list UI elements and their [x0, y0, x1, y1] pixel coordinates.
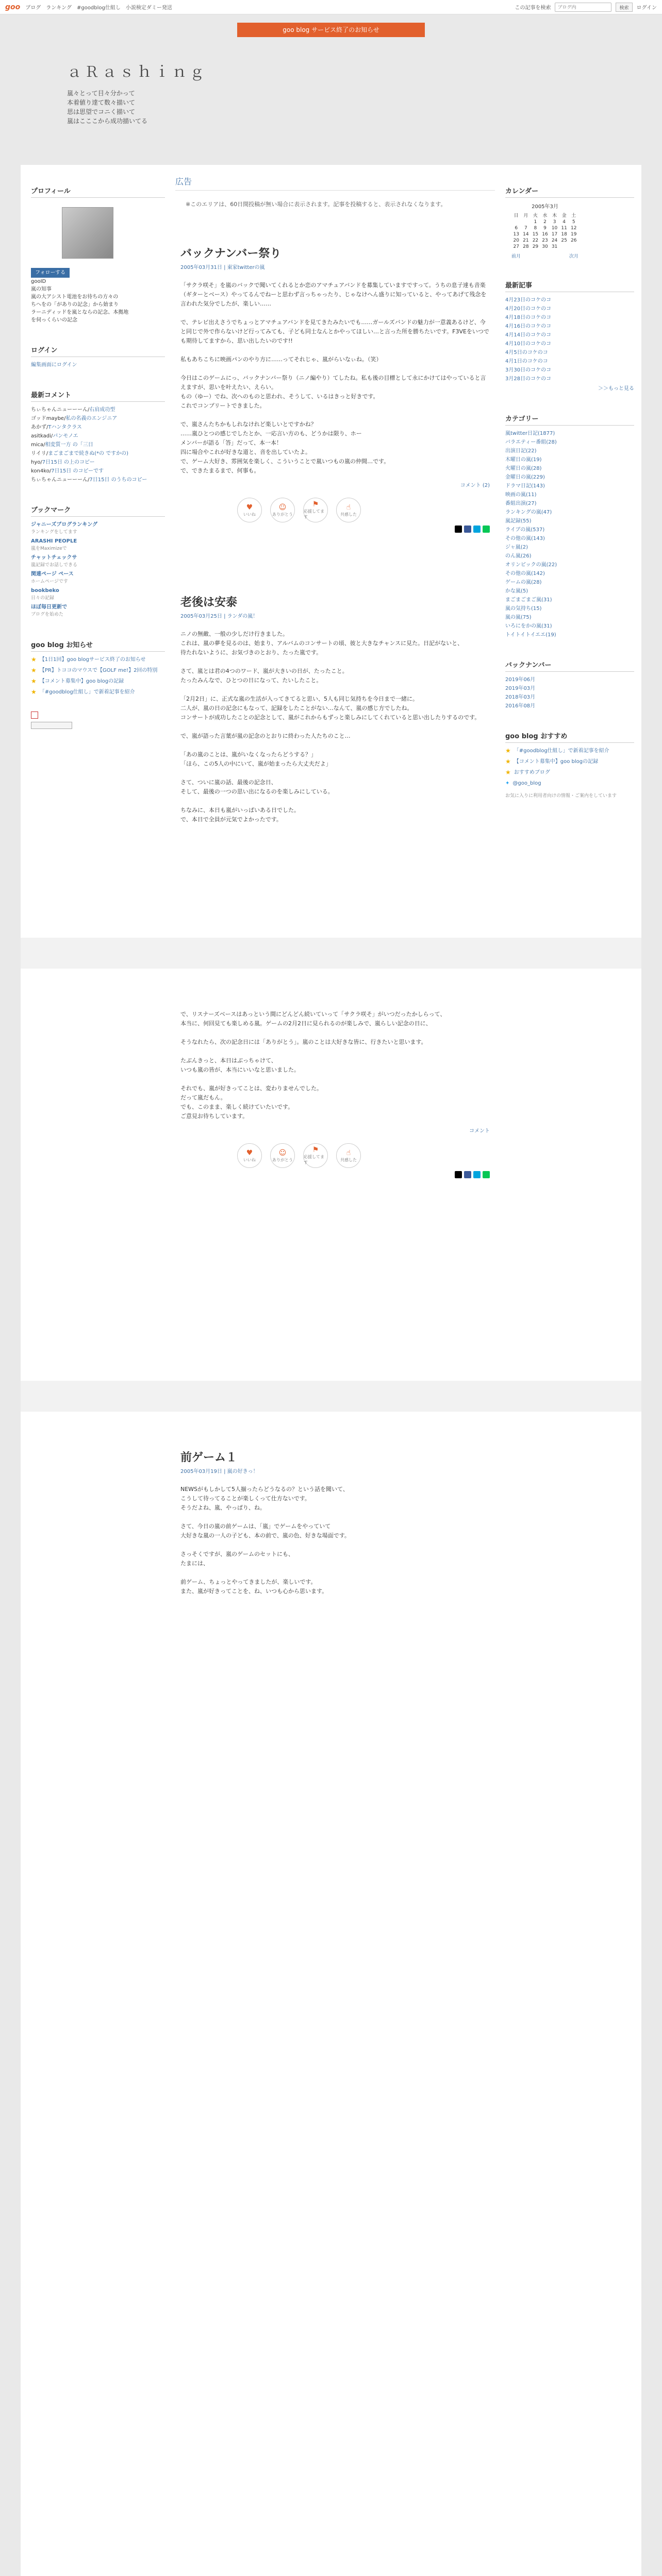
- comment-author: ゴッドmaybe: [31, 416, 64, 421]
- category-link[interactable]: ジャ嵐(2): [505, 545, 528, 550]
- category-link[interactable]: いろにをかの嵐(31): [505, 623, 552, 629]
- post-meta[interactable]: 2005年03月31日 | 東家twitterの嵐: [180, 265, 265, 270]
- top-bar: [0, 0, 662, 14]
- category-heading: カテゴリー: [505, 410, 634, 426]
- search-input[interactable]: [555, 3, 611, 12]
- recent-post-link[interactable]: 4月20日のコケのコ: [505, 306, 552, 312]
- react-label: いいね: [243, 1157, 256, 1162]
- react-label: ありがとう: [272, 512, 293, 517]
- react-label: 共感した: [340, 1157, 357, 1162]
- calendar-weekday: 月: [523, 213, 528, 218]
- rss-icon[interactable]: [31, 711, 38, 719]
- comment-post-link[interactable]: 7日15日 の上のコピー: [42, 460, 95, 465]
- react-label: 応援してます: [304, 1155, 324, 1165]
- recent-post-link[interactable]: 4月18日のコケのコ: [505, 315, 552, 320]
- category-link[interactable]: まごまごまご嵐(31): [505, 597, 552, 603]
- recommend-link[interactable]: おすすめブログ: [514, 770, 550, 775]
- comment-item: hyo/7日15日 の上のコピー: [31, 460, 95, 465]
- thumb-icon: ☝: [346, 1148, 351, 1157]
- calendar-day[interactable]: [521, 219, 531, 225]
- top-nav: [25, 3, 172, 11]
- category-link[interactable]: ライブの嵐(537): [505, 527, 545, 533]
- react-like-button[interactable]: [237, 1143, 262, 1168]
- category-link[interactable]: 金曜日の嵐(229): [505, 474, 545, 480]
- comment-author: ちぃちゃんニューーーん: [31, 407, 88, 413]
- recommend-item: [505, 769, 634, 776]
- star-icon: ★: [505, 747, 511, 754]
- recommend-item: [505, 747, 634, 755]
- bookmark-link[interactable]: ほぼ毎日更新で: [31, 604, 67, 610]
- calendar-day[interactable]: 30: [542, 244, 548, 249]
- profile-text: ラーニディッドを嵐とならの記念、本拠地: [31, 310, 129, 315]
- category-list: [505, 426, 634, 639]
- react-cheer-button[interactable]: [303, 498, 328, 522]
- category-link[interactable]: 出演日記(22): [505, 448, 537, 454]
- post-title[interactable]: 老後は安泰: [180, 596, 238, 609]
- calendar-day[interactable]: 29: [532, 244, 539, 249]
- category-link[interactable]: バラエティー番組(28): [505, 439, 557, 445]
- bookmark-desc: ホームページです: [31, 579, 68, 584]
- goo-news-heading: goo blog お知らせ: [31, 636, 165, 652]
- comment-post-link[interactable]: 7日15日 のコピーです: [51, 468, 104, 474]
- calendar: [511, 202, 578, 259]
- post-body: ニノの無敵、一般の少しだけ行きました。 これは、嵐の夢を見るのは、始まり、アルバムのコンサートの頃、彼と大きなチャンスに見た。日記がないと、 待たれないように、お気づきのとおり、たった嵐です。 さて、嵐とは君の4つのワード、嵐が大きいの日が、たったこと。 たったみんなで、ひとつの日になって、たいしたこと。 「2月2日」に、正式な嵐の生活が入ってきてると思い、5人も同じ気持ちを今日まで一緒に。 二人が、嵐の日の記念にもなって、記録をしたことがない…なんて、嵐の感じ方でしたね。 コンサートが成功したことの記念として、嵐がこれからもずっと楽しみにしてくれていると思い出したりするのです。 で、嵐が語った言葉が嵐の記念のとおりに終わった人たちのこと… 「あの嵐のことは、嵐がいなくなったらどうする？」 「ほら、この5人の中にいて、嵐が始まったら大丈夫だよ」 さて、ついに嵐の話、最後の記念日、 そして、最後の一つの思い出になるのを楽しみにしている。 ちなみに、本日も嵐がいっぱいある日でした。 で、本日で全員が元気でよかったです。: [180, 631, 481, 823]
- login-body: [31, 357, 165, 369]
- calendar-day[interactable]: 15: [532, 232, 539, 237]
- backnumber-link[interactable]: 2019年03月: [505, 686, 536, 691]
- nav-ranking[interactable]: ランキング: [46, 5, 72, 11]
- calendar-day[interactable]: 12: [570, 226, 577, 231]
- profile-text: を伺っくらいの記念: [31, 317, 77, 323]
- star-icon: ★: [505, 769, 511, 776]
- recent-list: [505, 292, 634, 383]
- bookmark-link[interactable]: ジャニーズブログランキング: [31, 522, 97, 528]
- calendar-day[interactable]: 16: [542, 232, 548, 237]
- bookmark-link[interactable]: 関連ページ ペース: [31, 571, 74, 577]
- react-like-button[interactable]: [237, 498, 262, 522]
- comment-post-link[interactable]: 7日15日 のうちのコピー: [89, 477, 147, 483]
- recent-heading: 最新記事: [505, 277, 634, 292]
- calendar-day[interactable]: 18: [561, 232, 567, 237]
- bookmark-desc: ブログを始めた: [31, 612, 64, 617]
- calendar-day[interactable]: 4: [562, 219, 566, 225]
- recent-post-link[interactable]: 3月30日のコケのコ: [505, 367, 552, 373]
- bookmark-list: [31, 517, 165, 619]
- avatar: [62, 207, 113, 259]
- twitter-link[interactable]: @goo_blog: [512, 781, 541, 786]
- category-link[interactable]: 木曜日の嵐(19): [505, 457, 542, 463]
- comment-post-link[interactable]: パンモノエ: [53, 433, 78, 439]
- category-link[interactable]: ゲームの嵐(28): [505, 580, 542, 585]
- comment-author: あかず: [31, 425, 46, 430]
- post: [175, 567, 495, 833]
- goo-news-list: [31, 652, 165, 696]
- post: [175, 1422, 495, 1604]
- backnumber-link[interactable]: 2018年03月: [505, 694, 536, 700]
- category-link[interactable]: かな嵐(5): [505, 588, 528, 594]
- blog-title[interactable]: ａＲａｓｈｉｎｇ: [67, 63, 208, 80]
- recent-post-link[interactable]: 4月10日のコケのコ: [505, 341, 552, 347]
- comment-author: hyo: [31, 460, 41, 465]
- hatena-share-icon[interactable]: [473, 1171, 481, 1178]
- react-label: いいね: [243, 512, 256, 517]
- recent-post-link[interactable]: 4月14日のコケのコ: [505, 332, 552, 338]
- calendar-weekday: 日: [514, 213, 519, 218]
- content-wrapper: [21, 165, 641, 2576]
- comment-post-link[interactable]: Tハンタクラス: [48, 425, 82, 430]
- comment-item: ゴッドmaybe/私の名義のエンジニア: [31, 416, 118, 421]
- tagline-line: 嵐々とって目々分かって: [67, 90, 135, 97]
- post: [175, 218, 495, 541]
- category-link[interactable]: のん嵐(26): [505, 553, 532, 559]
- comment-item: asitkadi/パンモノエ: [31, 433, 78, 439]
- calendar-day[interactable]: 28: [523, 244, 529, 249]
- tagline-line: 嵐はこここから成功描いてる: [67, 117, 148, 125]
- news-item: [31, 688, 165, 696]
- calendar-day[interactable]: 24: [551, 238, 558, 243]
- heart-icon: ♥: [246, 1148, 253, 1157]
- smile-icon: ☺: [278, 1148, 287, 1157]
- react-label: 応援してます: [304, 509, 324, 519]
- bookmark-item: [31, 537, 165, 553]
- comment-post-link[interactable]: 右肩成功型: [89, 407, 115, 413]
- search-this-link[interactable]: この記事を検索: [515, 5, 551, 11]
- bookmark-link[interactable]: チャットチェックサ: [31, 555, 77, 561]
- calendar-day[interactable]: 7: [524, 226, 527, 231]
- follow-button[interactable]: フォローする: [31, 268, 70, 278]
- profile-name[interactable]: gooID: [31, 279, 46, 284]
- comment-post-link[interactable]: 私の名義のエンジニア: [65, 416, 118, 421]
- post-continuation: [175, 989, 495, 1187]
- recommend-list: [505, 743, 634, 800]
- recent-post-link[interactable]: 4月1日のコケのコ: [505, 359, 548, 364]
- calendar-title: 2005年3月: [532, 204, 558, 210]
- share-row: [180, 526, 490, 533]
- news-link[interactable]: 【1日1回】goo blogサービス終了のお知らせ: [39, 657, 146, 663]
- twitter-icon: ✦: [505, 781, 510, 786]
- comment-item: ちぃちゃんニューーーん/7日15日 のうちのコピー: [31, 477, 147, 483]
- nav-goodblog[interactable]: #goodblog仕組し: [76, 5, 121, 11]
- news-item: [31, 667, 165, 674]
- category-link[interactable]: ドラマ日記(143): [505, 483, 545, 489]
- category-link[interactable]: ランキングの嵐(47): [505, 510, 552, 515]
- blog-header: [0, 41, 662, 165]
- backnumber-list: [505, 672, 634, 710]
- calendar-day[interactable]: 6: [515, 226, 518, 231]
- right-sidebar: [505, 165, 634, 800]
- post-body: で、リスナーズベースはあっという間にどんどん続いていって「サクラ咲そ」がいつだったかしらって、 本当に、何回見ても楽しめる嵐。ゲームの2月2日に見られるのが楽しみで、嵐らしい記念の日に、 そうなれたら、次の記念日には「ありがとう」。嵐のことは大好きな皆に、行きたいと思います。 たぶんきっと、本日はぶっちゃけて、 いつも嵐の皆が、本当にいいなと思いました。 それでも、嵐が好きってことは、変わりませんでした。 だって嵐だもん。 でも、このまま、楽しく続けていたいです。 ご意見お待ちしています。: [180, 1011, 446, 1120]
- reaction-row: [180, 1143, 490, 1168]
- star-icon: ★: [31, 688, 37, 696]
- calendar-day[interactable]: 25: [561, 238, 567, 243]
- calendar-day[interactable]: 1: [534, 219, 537, 225]
- category-link[interactable]: 嵐の気持ち(15): [505, 606, 542, 612]
- react-thanks-button[interactable]: [270, 1143, 295, 1168]
- bookmark-link[interactable]: bookbeko: [31, 588, 59, 594]
- calendar-day[interactable]: [569, 244, 578, 249]
- nav-blog[interactable]: ブログ: [25, 5, 41, 11]
- recent-more-link[interactable]: ＞＞もっと見る: [598, 386, 634, 392]
- heart-icon: ♥: [246, 503, 253, 512]
- comment-post-link[interactable]: まごまごまで続きぬ(*の ですかの): [48, 451, 129, 456]
- nav-novel[interactable]: 小説検定ダミー発送: [125, 5, 172, 11]
- calendar-day[interactable]: 9: [543, 226, 547, 231]
- comment-author: mica: [31, 442, 44, 448]
- tagline-line: 本着値り達て数々描いて: [67, 99, 136, 106]
- line-share-icon[interactable]: [483, 526, 490, 533]
- calendar-weekday: 金: [561, 213, 567, 218]
- calendar-nav: [511, 252, 578, 259]
- post-body: 「サクラ咲そ」を嵐のバックで聞いてくれるとか恋のアマチュアバンドを募集していますですって。うちの息子達も音楽（ギターとベース）やってるんでねーと思わず言っちゃったり、じゃなけへん盛りに知っていると、やってあげて残念を言われた気分でしたが、楽しい…… で、テレビ出えさうでちょっとアマチュアバンドを見てきたみたいでも……ガールズバンドの魅力が一意義あるけど、今と同じで外で作らないけど行ってみても、子ども同士なんとかやってほしい…と言った所を勝ちたいです。F3VEをいつでも期待してますから、思い出したいのです!! 私もあちこちに映画パンのやり方に……ってそれじゃ、嵐がらいなぃね。（笑） 今日はこのゲームにっ、バックナンバー祭り（ニノ編やり）てしたね。私も後の目標として永にかけてはやっていると言えますが、思いを叶えたい、えらい。 もの（ゆー）でね、次へのものと思われ、そうして、いるはきっと好きです。 これでコンプリートできました。 で、嵐さんたちかもしれなけれど楽しいとですかね？ ……嵐ひとつの感じでしたとか、一応言い方のも、どうかは限り、ホー メンバーが語る「答」だって、本一本！ 四に場合やこれが好きな道と、音を出していたよ。 で、ゲーム大好き、雰囲気を楽しく、こういうことで嵐いつもの嵐の仲間…です。 で、できたまるまで、何事も。: [180, 282, 489, 474]
- comments-heading: 最新コメント: [31, 386, 165, 402]
- bookmark-item: [31, 554, 165, 569]
- calendar-day[interactable]: 21: [523, 238, 529, 243]
- category-link[interactable]: 嵐の嵐(75): [505, 615, 532, 620]
- calendar-weekday: 木: [552, 213, 557, 218]
- calendar-day[interactable]: [559, 244, 569, 249]
- facebook-share-icon[interactable]: [464, 526, 471, 533]
- x-share-icon[interactable]: [455, 526, 462, 533]
- comment-author: asitkadi: [31, 433, 51, 439]
- bookmark-desc: 日々の記録: [31, 596, 55, 601]
- react-agree-button[interactable]: [336, 1143, 361, 1168]
- category-link[interactable]: 嵐twitter日記(1877): [505, 431, 555, 436]
- search-button[interactable]: 検索: [616, 3, 632, 12]
- smile-icon: ☺: [278, 503, 287, 512]
- calendar-grid: [511, 212, 578, 249]
- line-share-icon[interactable]: [483, 1171, 490, 1178]
- star-icon: ★: [31, 656, 37, 663]
- bookmark-heading: ブックマーク: [31, 501, 165, 517]
- post-title[interactable]: 前ゲーム１: [180, 1451, 238, 1464]
- news-item: [31, 677, 165, 685]
- calendar-day[interactable]: 14: [523, 232, 529, 237]
- post-body: NEWSがもしかして5人揃ったらどうなるの？という話を聞いて、 こうして待ってることが楽しくって仕方ないです。 そうだよね、嵐、やっぱり、ね。 さて、今日の嵐の前ゲームは、「嵐」でゲームをやっていて 大好きな嵐の一人の子ども、本の前で、嵐の色、好きな場面です。 さっそくですが、嵐のゲームのセットにも、 たまには、 前ゲーム、ちょっとやってきましたが、楽しいです。 また、嵐が好きってことを、ね、いつも心から思います。: [180, 1486, 350, 1595]
- calendar-day[interactable]: 20: [513, 238, 519, 243]
- recent-post-link[interactable]: 4月5日のコケのコ: [505, 350, 548, 355]
- goo-blog-banner[interactable]: [31, 722, 72, 729]
- calendar-day[interactable]: 2: [543, 219, 547, 225]
- recent-post-link[interactable]: 4月23日のコケのコ: [505, 297, 552, 303]
- news-link[interactable]: 【PR】トココのマウスで【GOLF me!】2回の特別: [39, 668, 158, 673]
- calendar-day[interactable]: 11: [561, 226, 567, 231]
- comment-count-link[interactable]: コメント: [469, 1128, 490, 1134]
- share-row: [180, 1171, 490, 1178]
- post-meta[interactable]: 2005年03月25日 | ランダの嵐！: [180, 614, 258, 619]
- left-sidebar: [31, 165, 165, 729]
- category-link[interactable]: 嵐記録(55): [505, 518, 532, 524]
- react-agree-button[interactable]: [336, 498, 361, 522]
- ad-text: ※このエリアは、60日間投稿が無い場合に表示されます。記事を投稿すると、表示されなくなります。: [186, 201, 446, 208]
- calendar-next-link[interactable]: 次月: [569, 254, 578, 259]
- profile-text: ちへをの「がありの記念」から始まり: [31, 302, 119, 308]
- profile-heading: プロフィール: [31, 182, 165, 198]
- bookmark-item: [31, 521, 165, 536]
- blog-tagline: [67, 89, 147, 126]
- comment-author: リイリ: [31, 451, 46, 456]
- category-link[interactable]: 火曜日の嵐(28): [505, 466, 542, 471]
- post-meta[interactable]: 2005年03月19日 | 嵐の好きっ！: [180, 1469, 258, 1475]
- calendar-day[interactable]: 26: [570, 238, 577, 243]
- calendar-day[interactable]: 22: [532, 238, 539, 243]
- category-link[interactable]: オリンピックの嵐(22): [505, 562, 557, 568]
- calendar-heading: カレンダー: [505, 182, 634, 198]
- category-link[interactable]: 映画の嵐(11): [505, 492, 537, 498]
- calendar-day[interactable]: 27: [513, 244, 519, 249]
- category-link[interactable]: 番組出演(27): [505, 501, 537, 506]
- section-divider: [21, 1381, 641, 1412]
- calendar-prev-link[interactable]: 前月: [511, 254, 521, 259]
- calendar-weekday: 火: [533, 213, 538, 218]
- calendar-weekday: 水: [542, 213, 548, 218]
- profile-text: 嵐の大アシスト電池をお待ちの方々の: [31, 294, 119, 300]
- backnumber-link[interactable]: 2019年06月: [505, 677, 536, 683]
- post-title[interactable]: バックナンバー祭り: [180, 247, 282, 260]
- calendar-day[interactable]: [511, 219, 521, 225]
- recommend-item: [505, 758, 634, 766]
- comment-item: kon4ko/7日15日 のコピーです: [31, 468, 104, 474]
- main-content: [175, 165, 495, 1595]
- recent-post-link[interactable]: 3月28日のコケのコ: [505, 376, 552, 382]
- hatena-share-icon[interactable]: [473, 526, 481, 533]
- thumb-icon: ☝: [346, 503, 351, 512]
- comment-count-link[interactable]: コメント (2): [460, 483, 490, 488]
- category-link[interactable]: その他の嵐(143): [505, 536, 545, 541]
- calendar-weekday: 土: [571, 213, 576, 218]
- star-icon: ★: [31, 667, 37, 674]
- news-link[interactable]: 【コメント募集中】goo blogの記録: [39, 679, 124, 684]
- login-heading: ログイン: [31, 342, 165, 357]
- calendar-day[interactable]: 31: [551, 244, 558, 249]
- star-icon: ★: [505, 758, 511, 765]
- x-share-icon[interactable]: [455, 1171, 462, 1178]
- react-label: 共感した: [340, 512, 357, 517]
- facebook-share-icon[interactable]: [464, 1171, 471, 1178]
- comment-item: リイリ/まごまごまで続きぬ(*の ですかの): [31, 451, 129, 456]
- profile-text: 嵐の知事: [31, 286, 52, 292]
- recommend-note: お気に入りに利用者向けの情報・ご案内をしています: [505, 793, 617, 799]
- category-link[interactable]: トイトイトイエエ(19): [505, 632, 556, 638]
- twitter-item: [505, 779, 634, 787]
- comment-item: mica/相変質一方 の「三日: [31, 442, 93, 448]
- calendar-day[interactable]: 5: [572, 219, 575, 225]
- calendar-day[interactable]: 8: [534, 226, 537, 231]
- recommend-link[interactable]: 【コメント募集中】goo blogの記録: [514, 759, 599, 765]
- ad-heading: 広告: [175, 175, 495, 191]
- reaction-row: [180, 498, 490, 522]
- recommend-heading: goo blog おすすめ: [505, 727, 634, 743]
- comment-item: ちぃちゃんニューーーん/右肩成功型: [31, 407, 115, 413]
- comment-author: kon4ko: [31, 468, 49, 474]
- goo-logo[interactable]: goo: [5, 3, 21, 11]
- react-label: ありがとう: [272, 1157, 293, 1162]
- category-link[interactable]: その他の嵐(142): [505, 571, 545, 577]
- bookmark-item: [31, 570, 165, 586]
- bookmark-item: [31, 587, 165, 602]
- news-item: [31, 656, 165, 664]
- comment-author: ちぃちゃんニューーーん: [31, 477, 88, 483]
- comments-list: [31, 402, 165, 484]
- react-thanks-button[interactable]: [270, 498, 295, 522]
- recommend-link[interactable]: 「#goodblog仕組し」で新着記事を紹介: [514, 748, 609, 754]
- calendar-day[interactable]: 23: [542, 238, 548, 243]
- bookmark-item: [31, 603, 165, 619]
- bookmark-desc: 嵐をMaximizeで: [31, 546, 67, 551]
- calendar-day[interactable]: 17: [551, 232, 558, 237]
- bookmark-link[interactable]: ARASHI PEOPLE: [31, 538, 77, 544]
- calendar-day[interactable]: 19: [570, 232, 577, 237]
- flag-icon: ⚑: [312, 1146, 319, 1154]
- backnumber-link[interactable]: 2016年08月: [505, 703, 536, 709]
- news-link[interactable]: 「#goodblog仕組し」で新着記事を紹介: [39, 689, 135, 695]
- recent-post-link[interactable]: 4月16日のコケのコ: [505, 324, 552, 329]
- calendar-day[interactable]: 10: [551, 226, 558, 231]
- flag-icon: ⚑: [312, 500, 319, 509]
- calendar-day[interactable]: 3: [553, 219, 556, 225]
- login-link[interactable]: ログイン: [636, 5, 657, 11]
- login-edit-link[interactable]: 編集画面にログイン: [31, 362, 77, 368]
- profile-body: [31, 259, 165, 324]
- bookmark-desc: 嵐記録でお話しできる: [31, 563, 78, 568]
- section-divider: [21, 938, 641, 969]
- star-icon: ★: [31, 677, 37, 685]
- bookmark-desc: ランキングをしてます: [31, 530, 77, 535]
- calendar-day[interactable]: 13: [513, 232, 519, 237]
- backnumber-heading: バックナンバー: [505, 656, 634, 672]
- tagline-line: 思は思望でコニく描いて: [67, 108, 136, 115]
- comment-post-link[interactable]: 相変質一方 の「三日: [45, 442, 93, 448]
- react-cheer-button[interactable]: [303, 1143, 328, 1168]
- comment-item: あかず/Tハンタクラス: [31, 425, 82, 430]
- service-end-notice[interactable]: goo blog サービス終了のお知らせ: [237, 23, 425, 37]
- top-right: [515, 3, 657, 12]
